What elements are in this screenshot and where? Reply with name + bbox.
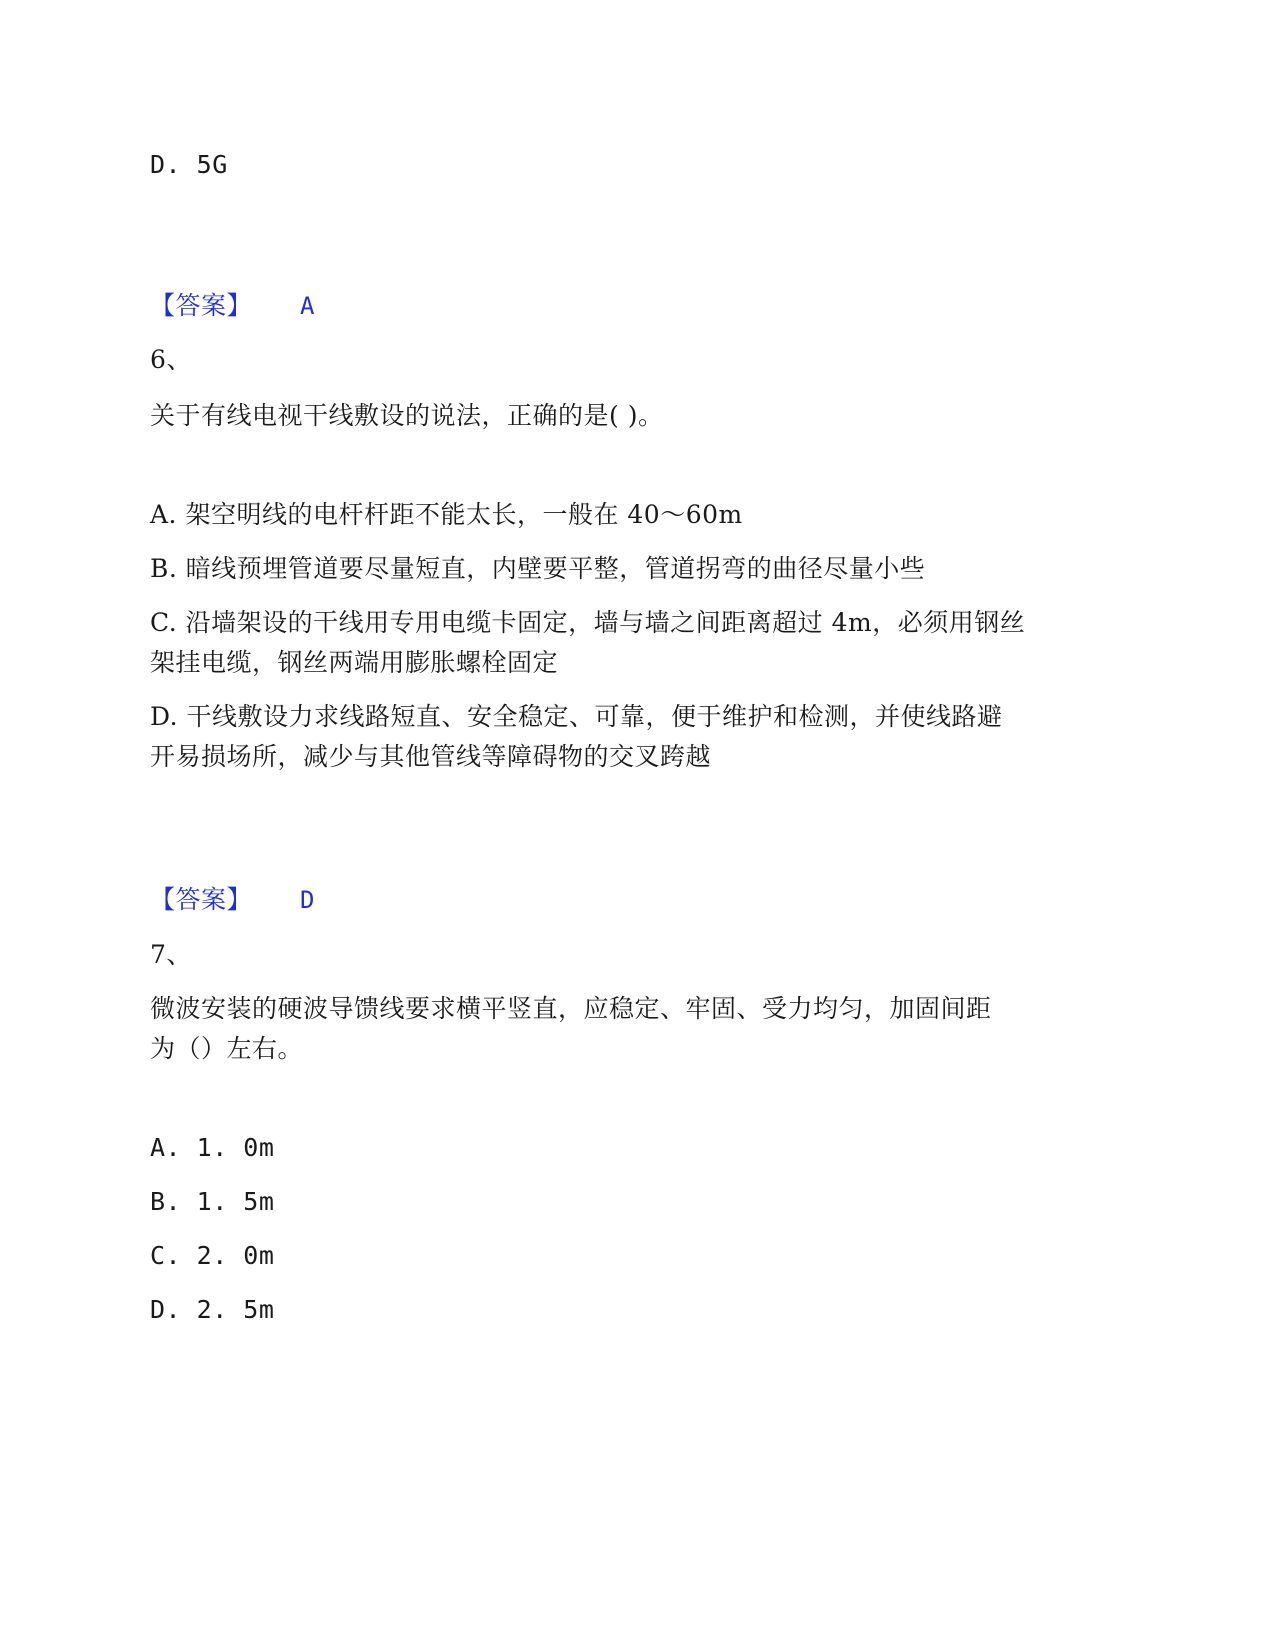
prev-option-d: D. 5G: [150, 150, 228, 179]
question-7-option-c: C. 2. 0m: [150, 1241, 275, 1270]
question-6-number: 6、: [150, 345, 192, 374]
question-6-option-a: A. 架空明线的电杆杆距不能太长，一般在 40～60m: [150, 500, 743, 529]
question-7-stem-line2: 为（）左右。: [150, 1034, 304, 1063]
question-6-option-c-line1: C. 沿墙架设的干线用专用电缆卡固定，墙与墙之间距离超过 4m，必须用钢丝: [150, 608, 1026, 637]
question-7-stem-line1: 微波安装的硬波导馈线要求横平竖直，应稳定、牢固、受力均匀，加固间距: [150, 994, 992, 1023]
question-6-option-d-line1: D. 干线敷设力求线路短直、安全稳定、可靠，便于维护和检测，并使线路避: [150, 702, 1003, 731]
question-7-option-b: B. 1. 5m: [150, 1187, 275, 1216]
question-7-option-d: D. 2. 5m: [150, 1295, 275, 1324]
answer-tag: 【答案】: [150, 885, 253, 914]
question-6-answer: [150, 880, 1110, 920]
answer-value: A: [300, 292, 315, 320]
question-6-stem: 关于有线电视干线敷设的说法，正确的是( )。: [150, 401, 664, 430]
answer-value: D: [300, 886, 315, 914]
question-6-option-b: B. 暗线预埋管道要尽量短直，内壁要平整，管道拐弯的曲径尽量小些: [150, 554, 926, 583]
question-6-option-d-line2: 开易损场所，减少与其他管线等障碍物的交叉跨越: [150, 742, 712, 771]
question-6-option-c-line2: 架挂电缆，钢丝两端用膨胀螺栓固定: [150, 648, 559, 677]
answer-tag: 【答案】: [150, 291, 253, 320]
question-7-option-a: A. 1. 0m: [150, 1133, 275, 1162]
prev-answer: [150, 286, 1110, 326]
question-7-number: 7、: [150, 940, 192, 969]
